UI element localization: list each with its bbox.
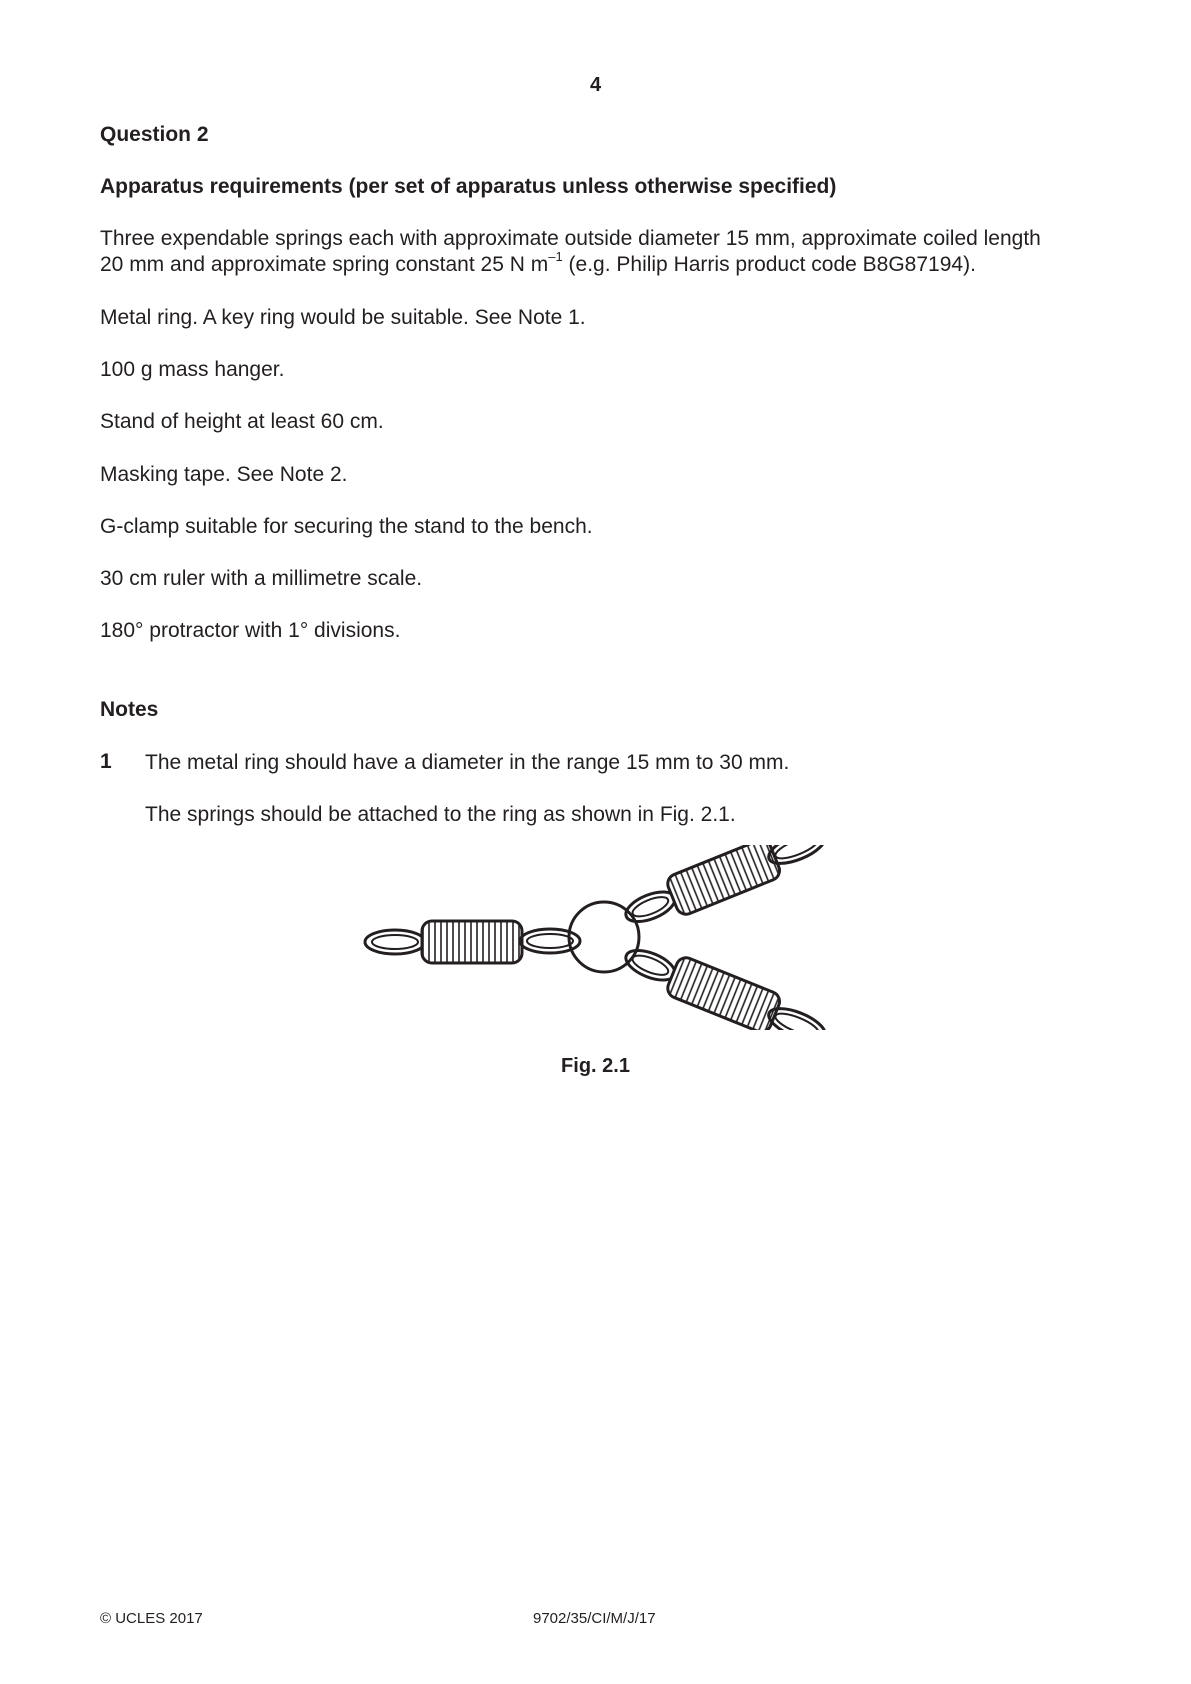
ruler-item: 30 cm ruler with a millimetre scale.: [100, 567, 423, 590]
springs-ring-figure: [360, 845, 840, 1030]
masking-tape-item: Masking tape. See Note 2.: [100, 463, 348, 486]
lower-right-spring: [618, 936, 832, 1030]
note-1-text: The metal ring should have a diameter in the range 15 mm to 30 mm.: [145, 751, 790, 774]
metal-ring-item: Metal ring. A key ring would be suitable. See Note 1.: [100, 306, 586, 329]
springs-line-2-a: 20 mm and approximate spring constant 25 N m: [100, 253, 549, 276]
figure-caption: Fig. 2.1: [561, 1055, 630, 1077]
note-1-number: 1: [100, 750, 112, 773]
apparatus-heading: Apparatus requirements (per set of apparatus unless otherwise specified): [100, 175, 837, 198]
stand-item: Stand of height at least 60 cm.: [100, 410, 384, 433]
unit-exponent: –1: [548, 249, 563, 264]
protractor-item: 180° protractor with 1° divisions.: [100, 619, 401, 642]
footer-copyright: © UCLES 2017: [100, 1610, 203, 1627]
left-spring: [365, 921, 580, 963]
mass-hanger-item: 100 g mass hanger.: [100, 358, 285, 381]
note-1-text-2: The springs should be attached to the ring as shown in Fig. 2.1.: [145, 803, 736, 826]
springs-line-2: [100, 249, 1100, 278]
springs-line-1: Three expendable springs each with approximate outside diameter 15 mm, approximate coiled length: [100, 227, 1041, 250]
page-number: 4: [589, 74, 602, 96]
upper-right-spring: [618, 845, 832, 936]
springs-line-2-b: (e.g. Philip Harris product code B8G87194).: [562, 253, 976, 276]
footer-code: 9702/35/CI/M/J/17: [533, 1610, 656, 1627]
question-title: Question 2: [100, 123, 209, 146]
springs-requirement: [100, 226, 1100, 278]
notes-heading: Notes: [100, 698, 159, 721]
g-clamp-item: G-clamp suitable for securing the stand to the bench.: [100, 515, 593, 538]
